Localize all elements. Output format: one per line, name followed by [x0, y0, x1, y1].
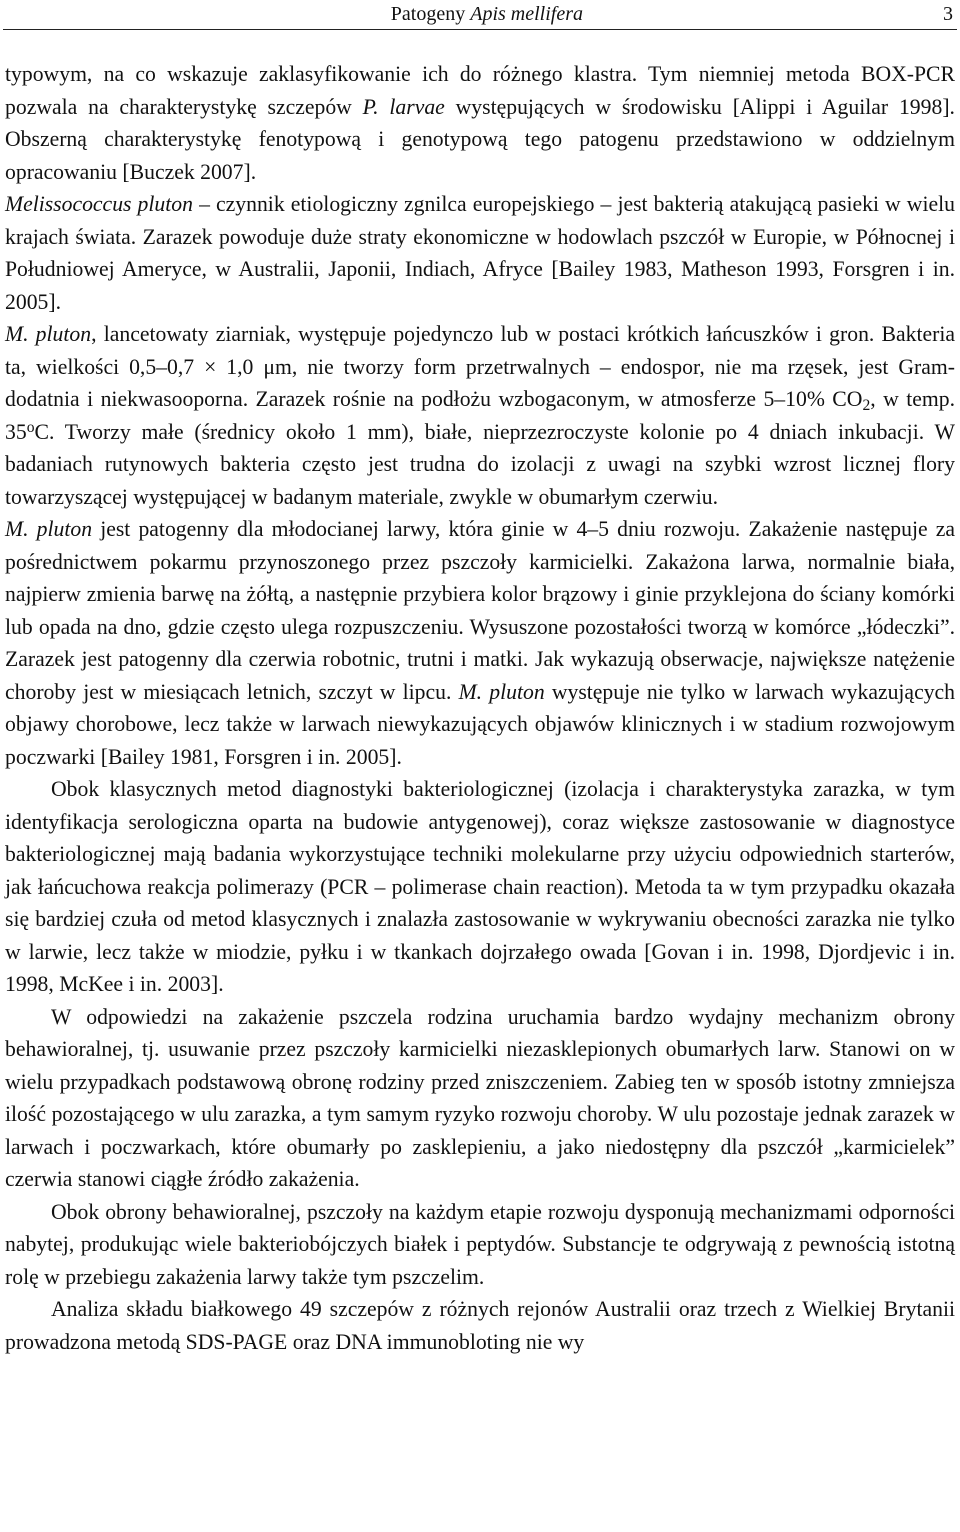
paragraph: [5, 513, 955, 773]
page-header: [0, 0, 960, 30]
paragraph: [5, 58, 955, 188]
running-title-prefix: Patogeny: [390, 3, 471, 25]
page-number: 3: [943, 3, 953, 25]
running-title-species: Apis mellifera: [470, 3, 583, 25]
running-title: [391, 4, 583, 24]
paragraph: [5, 773, 955, 1001]
italic-text: P. larvae: [362, 94, 445, 119]
text-run: W odpowiedzi na zakażenie pszczela rodzina uruchamia bardzo wydajny mechanizm obrony behawioralnej, tj. usuwanie przez pszczoły karmicielki niezasklepionych obumarłych larw. Stanowi on w wielu przypadkach podstawową obronę rodziny przed zniszczeniem. Zabieg ten w sposób istotny zmniejsza ilość pozostającego w ulu zarazka, a tym samym ryzyko rozwoju choroby. W ulu pozostaje jednak zarazek w larwach i poczwarkach, które obumarły po zasklepieniu, a jako niedostępny dla pszczół „karmicielek” czerwia stanowi ciągłe źródło zakażenia.: [5, 1004, 955, 1191]
italic-text: M. pluton: [458, 679, 545, 704]
text-run: Obok obrony behawioralnej, pszczoły na każdym etapie rozwoju dysponują mechanizmami odporności nabytej, produkując wiele bakteriobójczych białek i peptydów. Substancje te odgrywają z pewnością istotną rolę w przebiegu zakażenia larwy także tym pszczelim.: [5, 1199, 955, 1289]
italic-text: M. pluton: [5, 517, 93, 541]
text-run: występuje nie tylko w larwach wykazujących objawy chorobowe, lecz także w larwach niewykazujących objawów klinicznych i w stadium rozwojowym poczwarki [Bailey 1981, Forsgren i in. 2005].: [5, 679, 956, 769]
paragraph: [5, 318, 955, 513]
text-run: – czynnik etiologiczny zgnilca europejskiego – jest bakterią atakującą pasieki w wielu krajach świata. Zarazek powoduje duże straty ekonomiczne w hodowlach pszczół w Europie, w Północnej i Południowej Ameryce, w Australii, Japonii, Indiach, Afryce [Bailey 1983, Matheson 1993, Forsgren i in. 2005].: [5, 192, 955, 314]
text-run: Analiza składu białkowego 49 szczepów z różnych rejonów Australii oraz trzech z Wielkiej Brytanii prowadzona metodą SDS-PAGE oraz DNA immunobloting nie wy: [5, 1297, 955, 1354]
text-run: występujących w środowisku [Alippi i Aguilar 1998]. Obszerną charakterystykę fenotypową i genotypową tego patogenu przedstawiono w oddzielnym opracowaniu [Buczek 2007].: [5, 94, 955, 184]
superscript: o: [26, 418, 35, 436]
body-text: [5, 58, 955, 1358]
paragraph: [5, 1001, 955, 1196]
text-run: jest patogenny dla młodocianej larwy, która ginie w 4–5 dniu rozwoju. Zakażenie następuje za pośrednictwem pokarmu przynoszonego przez pszczoły karmicielki. Zakażona larwa, normalnie biała, najpierw zmienia barwę na żółtą, a następnie przybiera kolor brązowy i ginie przyklejona do ściany komórki lub opada na dno, gdzie często ulega rozpuszczeniu. Wysuszone pozostałości tworzą w komórce „łódeczki”. Zarazek jest patogenny dla czerwia robotnic, trutni i matki. Jak wykazują obserwacje, największe natężenie choroby jest w miesiącach letnich, szczyt w lipcu.: [5, 517, 955, 704]
text-run: , lancetowaty ziarniak, występuje pojedynczo lub w postaci krótkich łańcuszków i gron. Bakteria ta, wielkości 0,5–0,7 × 1,0 μm, nie tworzy form przetrwalnych – endospor, nie ma rzęsek, jest Gram-dodatnia i niekwasooporna. Zarazek rośnie na podłożu wzbogaconym, w atmosferze 5–10% CO: [5, 322, 955, 411]
italic-text: Melissococcus pluton: [5, 192, 193, 216]
text-run: Obok klasycznych metod diagnostyki bakteriologicznej (izolacja i charakterystyka zarazka, w tym identyfikacja serologiczna oparta na budowie antygenowej), coraz większe zastosowanie w diagnostyce bakteriologicznej mają badania wykorzystujące techniki molekularne przy użyciu odpowiednich starterów, jak łańcuchowa reakcja polimerazy (PCR – polimerase chain reaction). Metoda ta w tym przypadku okazała się bardziej czuła od metod klasycznych i znalazła zastosowanie w wykrywaniu obecności zarazka nie tylko w larwie, lecz także w miodzie, pyłku i w tkankach dojrzałego owada [Govan i in. 1998, Djordjevic i in. 1998, McKee i in. 2003].: [5, 777, 955, 996]
text-run: , w temp. 35: [5, 387, 956, 444]
text-run: C. Tworzy małe (średnicy około 1 mm), białe, nieprzezroczyste kolonie po 4 dniach inkubacji. W badaniach rutynowych bakteria często jest trudna do izolacji z uwagi na szybki wzrost licznej flory towarzyszącej występującej w badanym materiale, zwykle w obumarłym czerwiu.: [5, 419, 955, 509]
italic-text: M. pluton: [5, 322, 92, 346]
subscript: 2: [862, 396, 871, 414]
paragraph: [5, 1293, 955, 1358]
header-rule: [3, 29, 957, 30]
text-run: typowym, na co wskazuje zaklasyfikowanie ich do różnego klastra. Tym niemniej metoda BOX-PCR pozwala na charakterystykę szczepów: [5, 62, 955, 119]
paragraph: [5, 1196, 955, 1294]
paragraph: [5, 188, 955, 318]
